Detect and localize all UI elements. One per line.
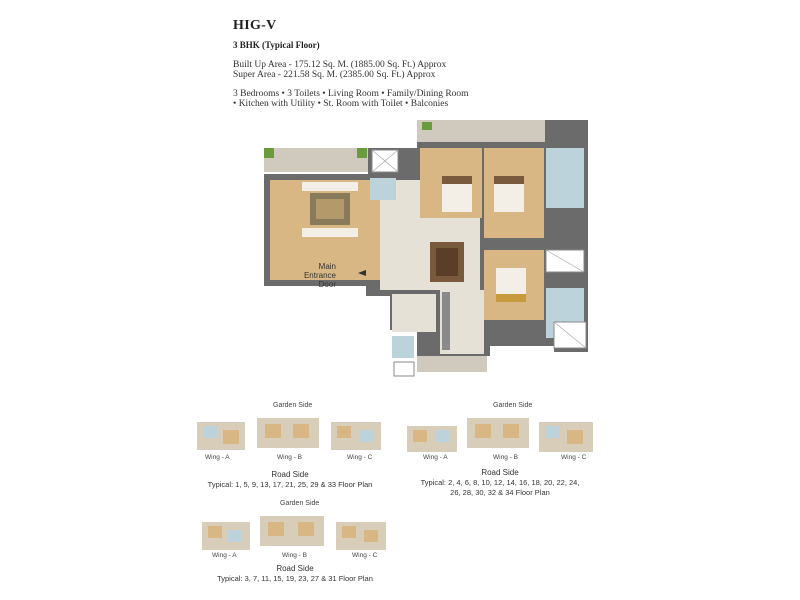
wing-a-label: Wing - A: [205, 454, 230, 461]
key-plan-3-drawing: [200, 510, 390, 552]
floor-list-line-1: Typical: 2, 4, 6, 8, 10, 12, 14, 16, 18, 20, 22, 24,: [420, 478, 580, 487]
key-plan-1: [195, 400, 385, 490]
toilet-1: [546, 148, 584, 208]
wing-c-label: Wing - C: [561, 454, 587, 461]
features-line-1: 3 Bedrooms • 3 Toilets • Living Room • Family/Dining Room: [233, 89, 469, 99]
page-title: HIG-V: [233, 18, 277, 33]
wing-a-label: Wing - A: [423, 454, 448, 461]
garden-side-label: Garden Side: [273, 402, 313, 409]
entrance-label-line-1: Main: [318, 262, 336, 271]
road-side-label: Road Side: [276, 564, 314, 573]
road-side-label: Road Side: [271, 470, 309, 479]
store-room: [392, 294, 436, 332]
features-line-2: • Kitchen with Utility • St. Room with Toilet • Balconies: [233, 99, 449, 109]
wing-a-label: Wing - A: [212, 552, 237, 559]
wing-c-label: Wing - C: [347, 454, 373, 461]
bedroom-balcony-top: [417, 120, 545, 142]
entrance-label-line-2: Entrance: [303, 271, 336, 280]
built-up-area: Built Up Area - 175.12 Sq. M. (1885.00 Sq. Ft.) Approx: [233, 60, 447, 70]
floor-plan: [262, 118, 590, 380]
living-balcony: [264, 148, 368, 172]
key-plan-1-drawing: [195, 412, 385, 454]
floor-list: Typical: 3, 7, 11, 15, 19, 23, 27 & 31 Floor Plan: [217, 574, 373, 583]
road-side-label: Road Side: [481, 468, 519, 477]
wing-c-label: Wing - C: [352, 552, 378, 559]
key-plan-2: [405, 400, 595, 500]
utility-balcony: [417, 356, 487, 372]
entrance-label-line-3: Door: [318, 280, 336, 289]
wing-b-label: Wing - B: [493, 454, 518, 461]
super-area: Super Area - 221.58 Sq. M. (2385.00 Sq. Ft.) Approx: [233, 70, 436, 80]
floor-list: Typical: 1, 5, 9, 13, 17, 21, 25, 29 & 33 Floor Plan: [207, 480, 373, 489]
store-toilet: [392, 336, 414, 358]
unit-type: 3 BHK (Typical Floor): [233, 40, 320, 50]
wing-b-label: Wing - B: [277, 454, 302, 461]
toilet-3: [370, 178, 396, 200]
key-plan-3: [200, 498, 390, 588]
garden-side-label: Garden Side: [493, 402, 533, 409]
garden-side-label: Garden Side: [280, 500, 320, 507]
main-entrance-label: [296, 262, 336, 289]
floor-list-line-2: 26, 28, 30, 32 & 34 Floor Plan: [450, 488, 550, 497]
wing-b-label: Wing - B: [282, 552, 307, 559]
key-plan-2-drawing: [405, 412, 595, 454]
